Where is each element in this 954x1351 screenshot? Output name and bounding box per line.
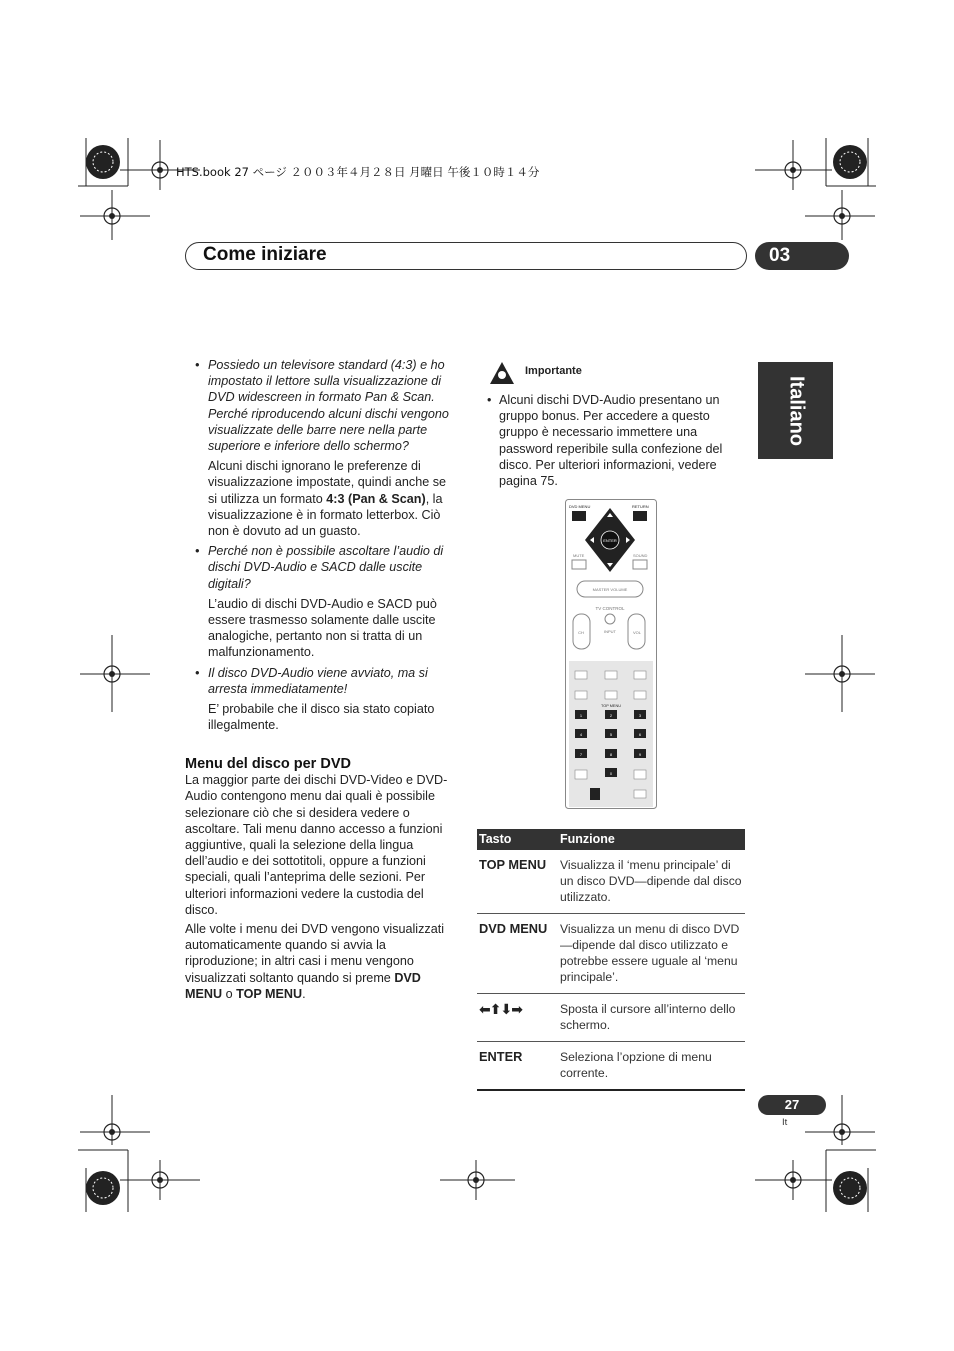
faq-answer-2: L’audio di dischi DVD-Audio e SACD può essere trasmesso solamente dalle uscite analogiche, pertanto non si tratta di un malfunzionamento. — [208, 596, 437, 660]
faq-answer-1: Alcuni dischi ignorano le preferenze di visualizzazione impostate, quindi anche se si utilizza un formato 4:3 (Pan & Scan), la visualizzazione è in formato letterbox. Ciò non è dovuto ad un guasto. — [208, 459, 447, 539]
remote-key-3: 3 — [638, 713, 642, 718]
remote-key-0: 0 — [609, 771, 613, 776]
language-code: It — [782, 1117, 788, 1128]
faq-question-2: • Perché non è possibile ascoltare l’audio di dischi DVD-Audio e SACD dalle uscite digitali? — [185, 543, 457, 592]
important-warning-icon — [488, 360, 516, 386]
book-header-line: HTS.book 27 ページ ２００３年４月２８日 月曜日 午後１０時１４分 — [176, 165, 540, 179]
table-cell-function: Visualizza un menu di disco DVD—dipende dal disco utilizzato e potrebbe essere uguale al ‘menu principale’. — [558, 914, 745, 994]
dvd-menu-section — [185, 756, 457, 1002]
table-header-key: Tasto — [477, 829, 558, 850]
faq-answer-3: E’ probabile che il disco sia stato copiato illegalmente. — [208, 702, 435, 733]
remote-top-menu-label: TOP MENU — [601, 704, 621, 708]
chapter-number: 03 — [755, 242, 849, 270]
language-tab-label: Italiano — [785, 375, 807, 446]
remote-key-2: 2 — [609, 713, 613, 718]
language-tab — [758, 362, 833, 459]
table-cell-function: Visualizza il ‘menu principale’ di un disco DVD—dipende dal disco utilizzato. — [558, 850, 745, 914]
table-cell-function: Sposta il cursore all’interno dello schermo. — [558, 994, 745, 1042]
table-row — [477, 850, 745, 914]
remote-return-label: RETURN — [632, 504, 649, 509]
remote-sound-label: SOUND — [633, 553, 648, 558]
remote-key-8: 8 — [609, 752, 613, 757]
remote-key-7: 7 — [579, 752, 583, 757]
dvd-menu-paragraph-1: La maggior parte dei dischi DVD-Video e DVD-Audio contengono menu dai quali è possibile selezionare ciò che si desidera vedere o ascoltare. Tali menu danno accesso a funzioni aggiuntive, quali la selezione della lingua dell’audio e dei sottotitoli, oppure a funzioni speciali, quali l’anteprima delle sezioni. Per ulteriori informazioni vedere la custodia del disco. — [185, 773, 448, 917]
page-number: 27 — [758, 1095, 826, 1115]
remote-key-9: 9 — [638, 752, 642, 757]
dvd-menu-paragraph-2: Alle volte i menu dei DVD vengono visualizzati automaticamente quando si avvia la riproduzione; in altri casi i menu vengono visualizzati soltanto quando si preme DVD MENU o TOP MENU. — [185, 922, 445, 1001]
key-function-table — [477, 829, 745, 1091]
table-header-row — [477, 829, 745, 850]
remote-vol-label: VOL — [632, 630, 642, 635]
table-row — [477, 994, 745, 1042]
faq-question-1: • Possiedo un televisore standard (4:3) e ho impostato il lettore sulla visualizzazione di DVD widescreen in formato Pan & Scan. Perché riproducendo alcuni dischi vengono visualizzate delle barre nere nella parte superiore e inferiore dello schermo? — [185, 357, 457, 454]
remote-input-label: INPUT — [604, 629, 616, 634]
table-row — [477, 914, 745, 994]
table-cell-key: DVD MENU — [477, 914, 558, 994]
important-label: Importante — [525, 365, 582, 377]
remote-key-6: 6 — [638, 732, 642, 737]
section-title: Come iniziare — [203, 244, 327, 265]
remote-key-4: 4 — [579, 732, 583, 737]
important-text: • Alcuni dischi DVD-Audio presentano un gruppo bonus. Per accedere a questo gruppo è necessario immettere una password reperibile sulla confezione del disco. Per ulteriori informazioni, vedere pagina 75. — [477, 392, 745, 489]
remote-key-5: 5 — [609, 732, 613, 737]
table-cell-key: ENTER — [477, 1042, 558, 1091]
table-header-function: Funzione — [558, 829, 745, 850]
table-cell-key-arrows: ⬅⬆⬇➡ — [477, 994, 558, 1042]
table-cell-key: TOP MENU — [477, 850, 558, 914]
remote-key-1: 1 — [579, 713, 583, 718]
remote-dvd-menu-label: DVD MENU — [569, 504, 591, 509]
faq-question-3: • Il disco DVD-Audio viene avviato, ma si arresta immediatamente! — [185, 665, 457, 697]
remote-ch-label: CH — [578, 630, 584, 635]
remote-tv-control-label: TV CONTROL — [595, 606, 625, 611]
table-cell-function: Seleziona l’opzione di menu corrente. — [558, 1042, 745, 1091]
faq-list — [185, 357, 457, 733]
remote-enter-label: ENTER — [603, 538, 617, 543]
remote-mute-label: MUTE — [573, 553, 585, 558]
table-row — [477, 1042, 745, 1091]
remote-master-volume-label: MASTER VOLUME — [592, 587, 628, 592]
remote-control-illustration — [565, 499, 657, 809]
dvd-menu-heading: Menu del disco per DVD — [185, 756, 351, 772]
important-note — [477, 392, 745, 489]
